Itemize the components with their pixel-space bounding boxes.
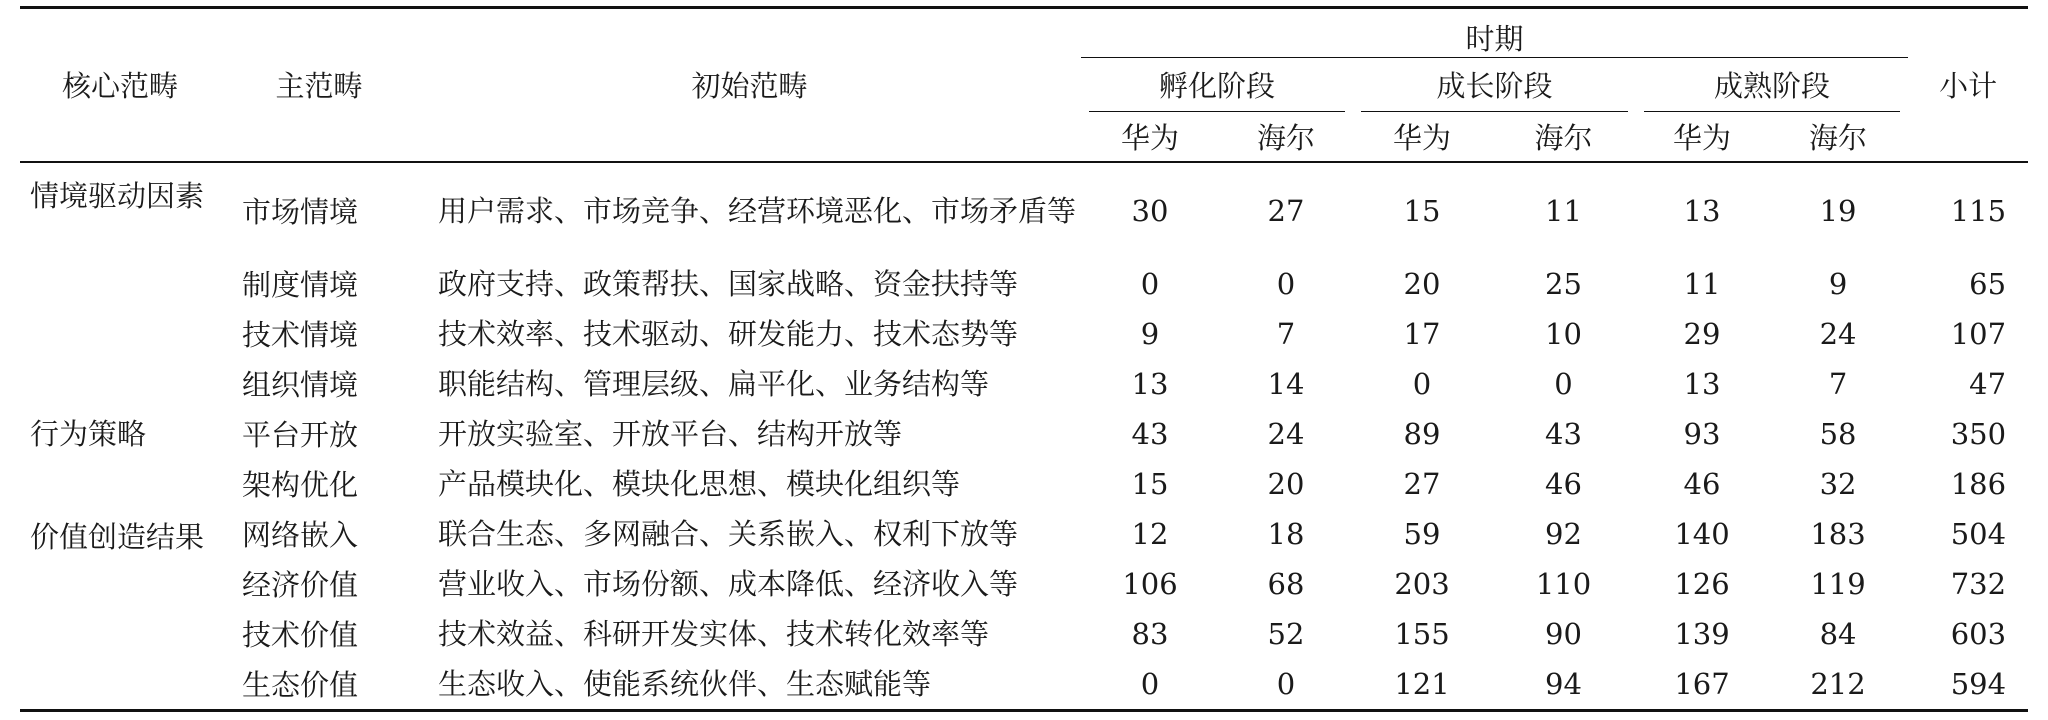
value-cell: 15: [1131, 466, 1169, 501]
value-cell: 7: [1828, 366, 1848, 401]
core-category-cell: 情境驱动因素: [30, 178, 205, 213]
value-cell: 13: [1683, 193, 1721, 228]
value-cell: 52: [1267, 616, 1305, 651]
table-header: [20, 8, 2028, 162]
header-initial-category: 初始范畴: [418, 8, 1081, 162]
table-row: [20, 162, 2028, 259]
header-company-huawei: 华为: [1353, 112, 1491, 162]
header-company-huawei: 华为: [1081, 112, 1219, 162]
main-category-cell: 平台开放: [242, 418, 359, 452]
table-row: [20, 559, 2028, 609]
main-category-cell: 经济价值: [242, 568, 359, 602]
value-cell: 106: [1122, 566, 1178, 601]
value-cell: 92: [1545, 516, 1582, 551]
table-row: [20, 609, 2028, 659]
table-body: [20, 162, 2028, 711]
initial-category-cell: 开放实验室、开放平台、结构开放等: [438, 416, 903, 451]
value-cell: 27: [1403, 466, 1441, 501]
value-cell: 59: [1403, 516, 1441, 551]
header-stage-incubation: 孵化阶段: [1081, 58, 1353, 112]
header-company-haier: 海尔: [1491, 112, 1636, 162]
header-period: 时期: [1081, 8, 1908, 58]
value-cell: 32: [1819, 466, 1857, 501]
main-category-cell: 技术情境: [242, 318, 359, 352]
value-cell: 43: [1545, 416, 1582, 451]
value-cell: 83: [1131, 616, 1169, 651]
value-cell: 212: [1768, 659, 1908, 711]
value-cell: 7: [1276, 316, 1296, 351]
subtotal-cell: 107: [1950, 316, 2007, 351]
value-cell: 0: [1412, 366, 1432, 401]
value-cell: 0: [1554, 366, 1573, 401]
table-row: [20, 359, 2028, 409]
subtotal-cell: 594: [1908, 659, 2028, 711]
initial-category-cell: 用户需求、市场竞争、经营环境恶化、市场矛盾等: [438, 193, 1077, 228]
header-stage-growth: 成长阶段: [1353, 58, 1636, 112]
header-company-huawei: 华为: [1636, 112, 1768, 162]
value-cell: 11: [1545, 193, 1582, 228]
main-category-cell: 市场情境: [242, 195, 359, 229]
value-cell: 0: [1219, 659, 1353, 711]
value-cell: 13: [1131, 366, 1169, 401]
value-cell: 89: [1403, 416, 1441, 451]
header-company-haier: 海尔: [1219, 112, 1353, 162]
value-cell: 203: [1394, 566, 1450, 601]
subtotal-cell: 65: [1969, 266, 2007, 301]
value-cell: 29: [1683, 316, 1721, 351]
header-core-category: 核心范畴: [20, 8, 220, 162]
value-cell: 110: [1535, 566, 1592, 601]
value-cell: 14: [1267, 366, 1305, 401]
value-cell: 121: [1353, 659, 1491, 711]
value-cell: 18: [1267, 516, 1305, 551]
table-row: [20, 309, 2028, 359]
value-cell: 25: [1545, 266, 1582, 301]
value-cell: 9: [1140, 316, 1160, 351]
value-cell: 0: [1081, 659, 1219, 711]
table-row: [20, 259, 2028, 309]
main-category-cell: 生态价值: [220, 659, 418, 711]
header-main-category: 主范畴: [220, 8, 418, 162]
main-category-cell: 组织情境: [242, 368, 359, 402]
value-cell: 13: [1683, 366, 1721, 401]
value-cell: 20: [1403, 266, 1441, 301]
value-cell: 183: [1810, 516, 1866, 551]
subtotal-cell: 504: [1950, 516, 2007, 551]
value-cell: 139: [1674, 616, 1730, 651]
value-cell: 140: [1674, 516, 1730, 551]
subtotal-cell: 115: [1950, 193, 2007, 228]
coding-frequency-table: [20, 6, 2028, 712]
main-category-cell: 技术价值: [242, 618, 359, 652]
initial-category-cell: 联合生态、多网融合、关系嵌入、权利下放等: [438, 516, 1019, 551]
value-cell: 68: [1267, 566, 1305, 601]
value-cell: 24: [1819, 316, 1857, 351]
value-cell: 9: [1828, 266, 1848, 301]
value-cell: 58: [1819, 416, 1857, 451]
value-cell: 11: [1683, 266, 1721, 301]
value-cell: 24: [1267, 416, 1305, 451]
value-cell: 119: [1810, 566, 1866, 601]
initial-category-cell: 技术效益、科研开发实体、技术转化效率等: [438, 616, 990, 651]
value-cell: 10: [1545, 316, 1582, 351]
value-cell: 15: [1403, 193, 1441, 228]
value-cell: 46: [1683, 466, 1721, 501]
table-row: [20, 459, 2028, 509]
initial-category-cell: 政府支持、政策帮扶、国家战略、资金扶持等: [438, 266, 1019, 301]
initial-category-cell: 技术效率、技术驱动、研发能力、技术态势等: [438, 316, 1019, 351]
table-row: [20, 409, 2028, 459]
value-cell: 46: [1545, 466, 1582, 501]
subtotal-cell: 47: [1969, 366, 2007, 401]
initial-category-cell: 产品模块化、模块化思想、模块化组织等: [438, 466, 961, 501]
value-cell: 93: [1683, 416, 1721, 451]
value-cell: 90: [1545, 616, 1582, 651]
initial-category-cell: 生态收入、使能系统伙伴、生态赋能等: [418, 659, 1081, 711]
header-subtotal: 小计: [1908, 8, 2028, 162]
value-cell: 126: [1674, 566, 1730, 601]
core-category-cell: 价值创造结果: [20, 509, 220, 711]
subtotal-cell: 186: [1950, 466, 2007, 501]
value-cell: 30: [1131, 193, 1169, 228]
value-cell: 84: [1819, 616, 1857, 651]
value-cell: 0: [1276, 266, 1296, 301]
subtotal-cell: 603: [1950, 616, 2007, 651]
value-cell: 12: [1131, 516, 1169, 551]
main-category-cell: 架构优化: [242, 468, 359, 502]
initial-category-cell: 职能结构、管理层级、扁平化、业务结构等: [438, 366, 990, 401]
value-cell: 17: [1403, 316, 1441, 351]
value-cell: 0: [1140, 266, 1160, 301]
value-cell: 167: [1636, 659, 1768, 711]
value-cell: 27: [1267, 193, 1305, 228]
header-company-haier: 海尔: [1768, 112, 1908, 162]
table-row: [20, 509, 2028, 559]
subtotal-cell: 350: [1950, 416, 2007, 451]
header-stage-maturity: 成熟阶段: [1636, 58, 1908, 112]
value-cell: 155: [1394, 616, 1450, 651]
initial-category-cell: 营业收入、市场份额、成本降低、经济收入等: [438, 566, 1019, 601]
subtotal-cell: 732: [1950, 566, 2007, 601]
value-cell: 19: [1819, 193, 1857, 228]
table-row: [20, 659, 2028, 711]
value-cell: 20: [1267, 466, 1305, 501]
main-category-cell: 网络嵌入: [242, 518, 359, 552]
value-cell: 43: [1131, 416, 1169, 451]
main-category-cell: 制度情境: [242, 268, 359, 302]
core-category-cell: 行为策略: [30, 416, 147, 451]
value-cell: 94: [1491, 659, 1636, 711]
